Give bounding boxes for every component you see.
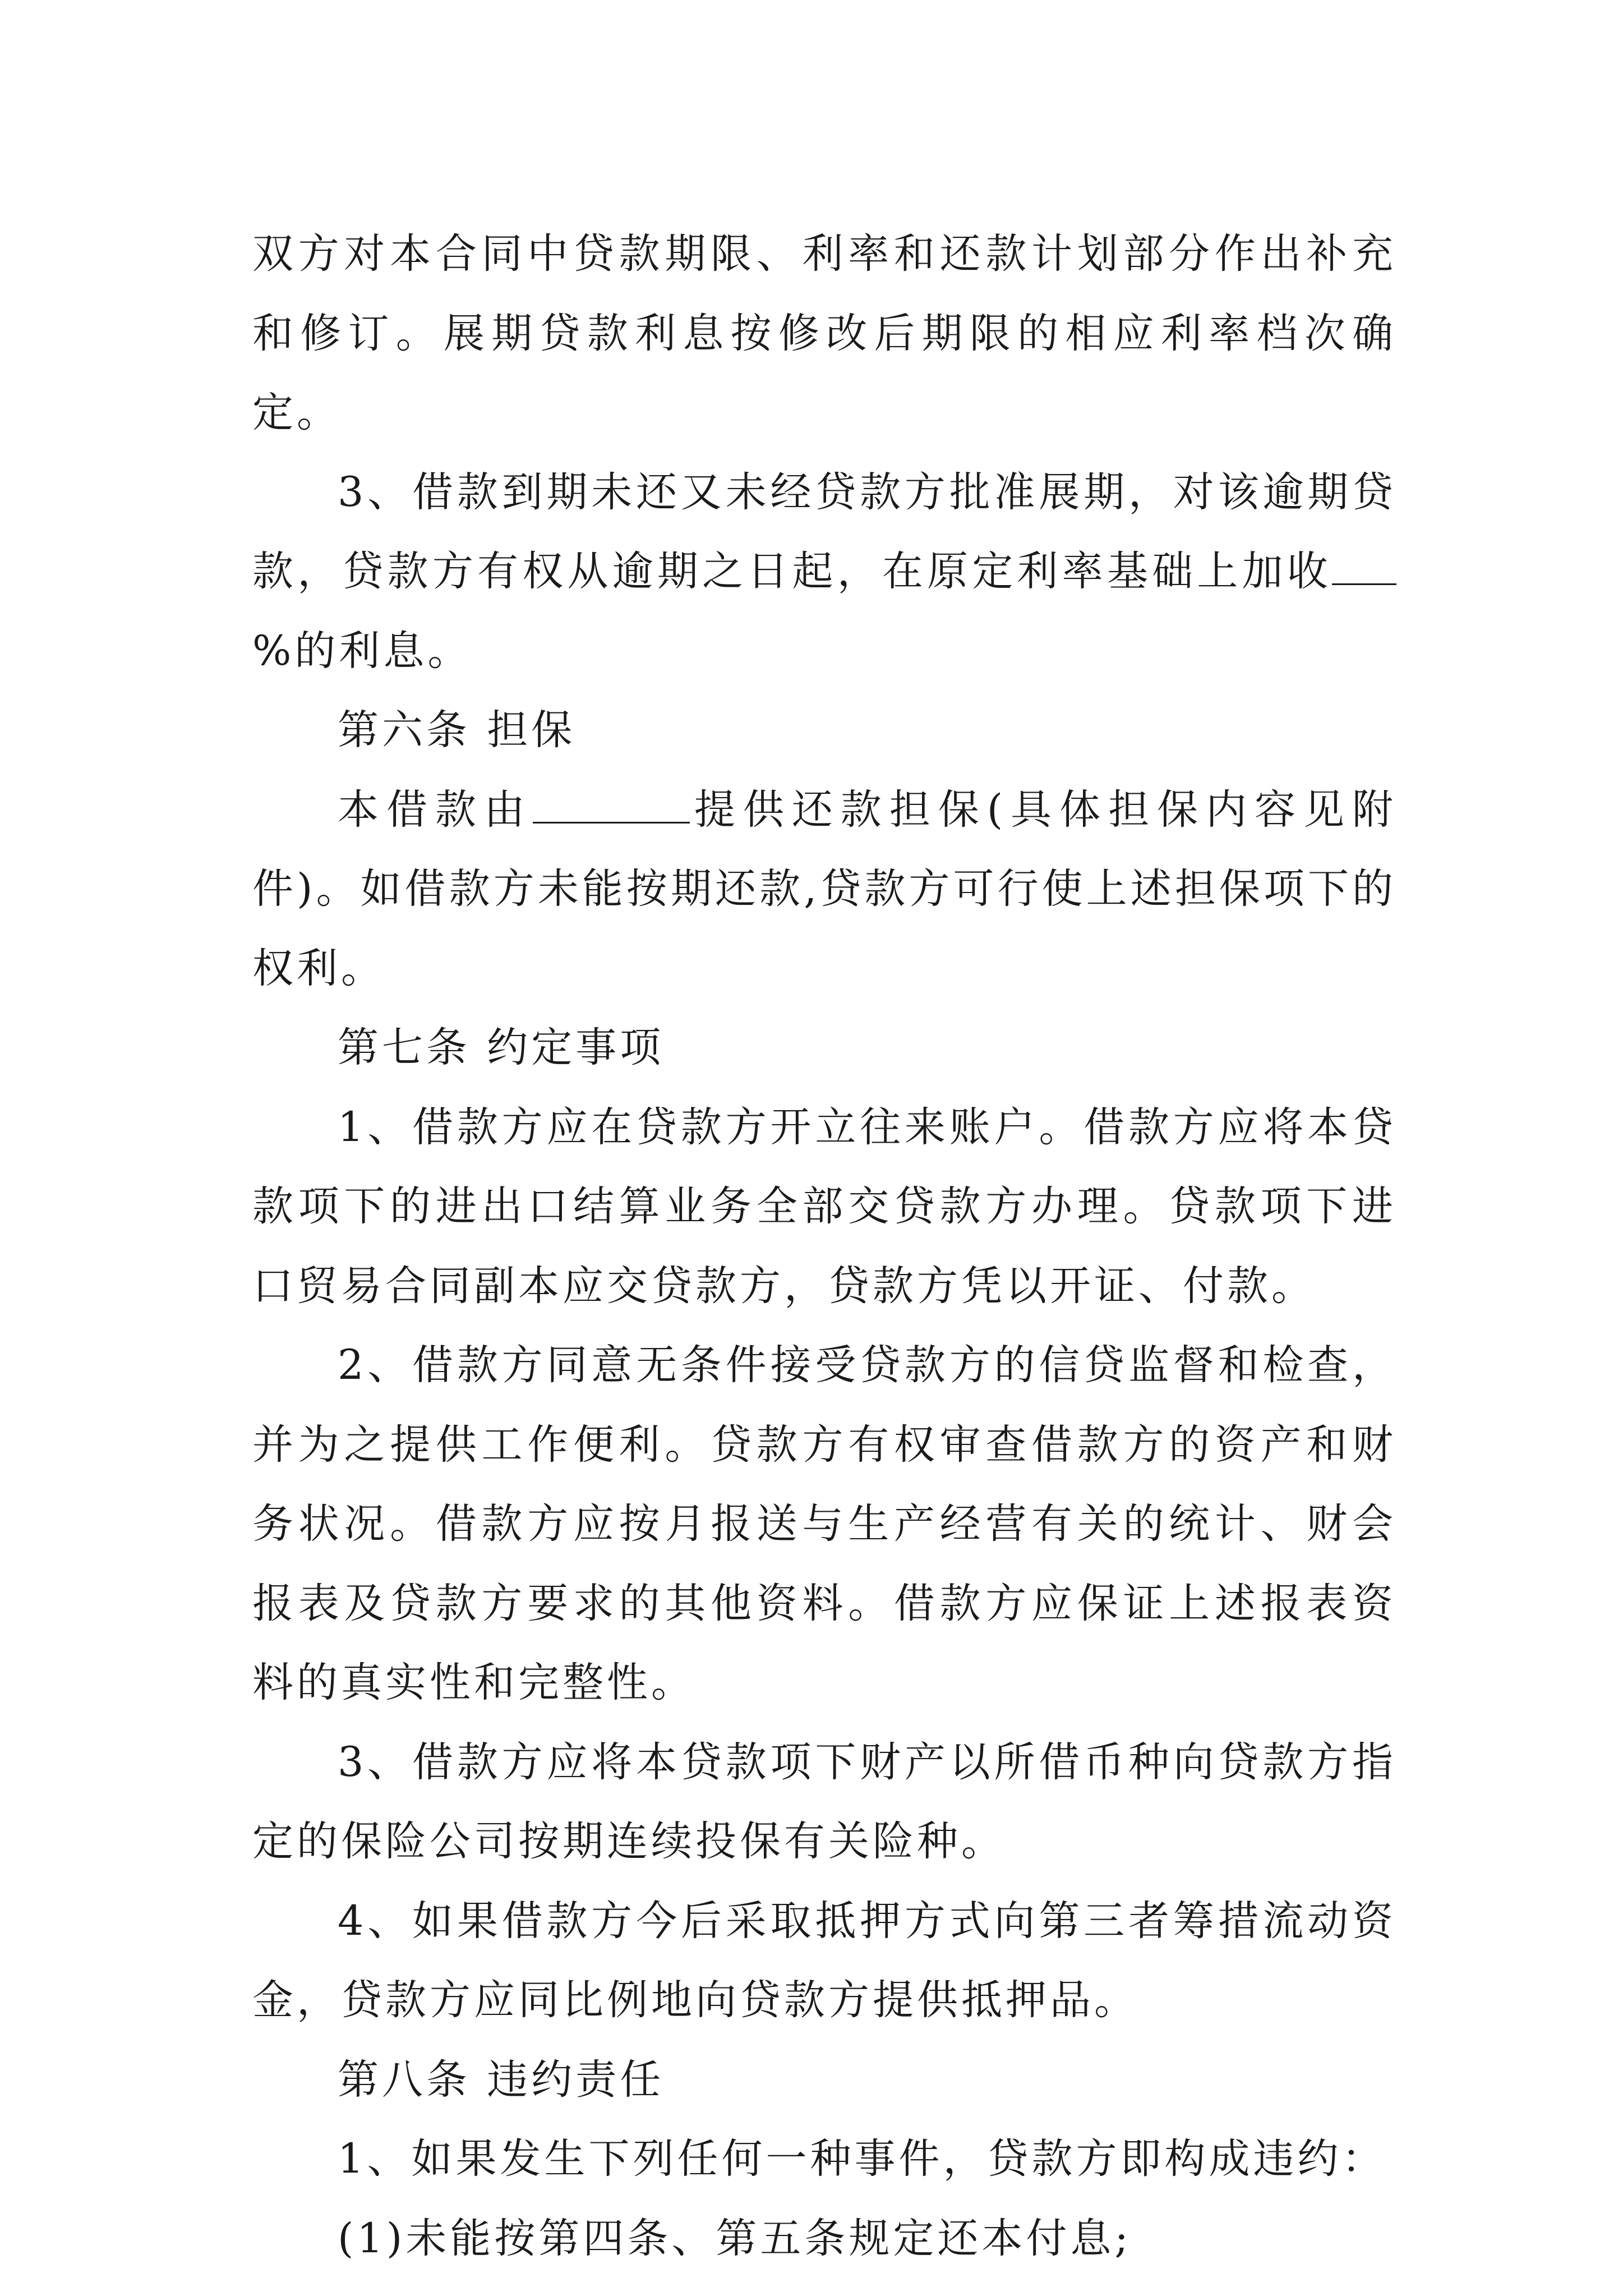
paragraph-insurance: 3、借款方应将本贷款项下财产以所借币种向贷款方指定的保险公司按期连续投保有关险种。 — [252, 1738, 1396, 1865]
article-7-heading: 第七条 约定事项 — [338, 1024, 665, 1071]
paragraph-account-opening: 1、借款方应在贷款方开立往来账户。借款方应将本贷款项下的进出口结算业务全部交贷款方办理。贷款项下进口贸易合同副本应交贷款方，贷款方凭以开证、付款。 — [252, 1103, 1396, 1310]
contract-body — [252, 214, 1396, 2278]
paragraph-overdue-interest: 3、借款到期未还又未经贷款方批准展期，对该逾期贷款，贷款方有权从逾期之日起，在原定利率基础上加收%的利息。 — [252, 468, 1396, 675]
paragraph-credit-supervision: 2、借款方同意无条件接受贷款方的信贷监督和检查，并为之提供工作便利。贷款方有权审查借款方的资产和财务状况。借款方应按月报送与生产经营有关的统计、财会报表及贷款方要求的其他资料。借款方应保证上述报表资料的真实性和完整性。 — [252, 1341, 1396, 1706]
article-6-heading: 第六条 担保 — [338, 706, 576, 754]
paragraph-extension-revision: 双方对本合同中贷款期限、利率和还款计划部分作出补充和修订。展期贷款利息按修改后期限的相应利率档次确定。 — [252, 230, 1396, 436]
overdue-rate-blank — [1332, 551, 1396, 585]
article-8-heading: 第八条 违约责任 — [338, 2055, 665, 2104]
guarantor-blank — [533, 789, 690, 823]
paragraph-default-events: 1、如果发生下列任何一种事件，贷款方即构成违约： — [338, 2135, 1386, 2183]
paragraph-default-item-1: (1)未能按第四条、第五条规定还本付息; — [338, 2214, 1132, 2262]
paragraph-collateral: 4、如果借款方今后采取抵押方式向第三者筹措流动资金，贷款方应同比例地向贷款方提供抵押品。 — [252, 1897, 1396, 2024]
paragraph-guarantee: 本借款由 提供还款担保(具体担保内容见附件)。如借款方未能按期还款,贷款方可行使上述担保项下的权利。 — [252, 785, 1397, 992]
